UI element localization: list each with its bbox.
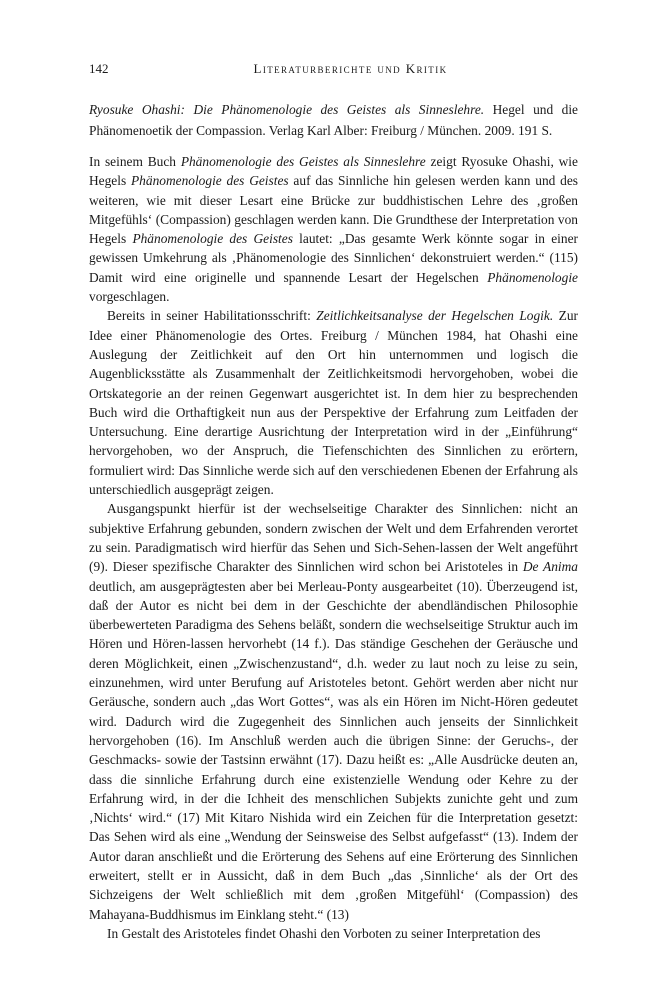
italic-title: Zeitlichkeitsanalyse der Hegelschen Logik.	[316, 308, 554, 324]
paragraph-1	[89, 152, 578, 306]
text-run: In Gestalt des Aristoteles findet Ohashi den Vorboten zu seiner Interpretation des	[107, 925, 541, 941]
text-run: vorgeschlagen.	[89, 289, 170, 305]
page-header	[89, 61, 578, 79]
text-run: zeigt Ryosuke Ohashi, wie Hegels	[89, 154, 578, 189]
text-run: Bereits in seiner Habilitationsschrift:	[107, 308, 317, 324]
text-run: lautet: „Das gesamte Werk könnte sogar in einer gewissen Umkehrung als ‚Phänomenologie des Sinnlichen‘ dekonstruiert werden.“ (115) Damit wird eine originelle und spannende Lesart der Hegelschen	[89, 231, 578, 285]
paragraph-2	[89, 306, 578, 499]
text-run: deutlich, am ausgeprägtesten aber bei Merleau-Ponty ausgearbeitet (10). Überzeugend ist, daß der Autor es nicht bei dem in der Geschichte der abendländischen Philosophie überbewerteten Paradigma des Sehens beläßt, sondern die wechselseitige Struktur auch im Hören und Hören-lassen hervorhebt (14 f.). Das ständige Geschehen der Geräusche und deren Möglichkeit, einen „Zwischenzustand“, d.h. weder zu laut noch zu leise zu sein, einzunehmen, wird unter Berufung auf Aristoteles betont. Gehört werden aber nicht nur Geräusche, sondern auch „das Wort Gottes“, was als ein Hören im Nicht-Hören gedeutet wird. Dadurch wird die Zugegenheit des Sinnlichen auch jenseits der Sinnlichkeit hervorgehoben (16). Im Anschluß werden auch die übrigen Sinne: der Geruchs-, der Geschmacks- sowie der Tastsinn erwähnt (17). Dazu heißt es: „Alle Ausdrücke deuten an, dass die sinnliche Erfahrung durch eine existenzielle Wendung oder Kehre zu der Erfahrung wird, in der die Ichheit des menschlichen Subjekts zunichte geht und zum ‚Nichts‘ wird.“ (17) Mit Kitaro Nishida wird ein Zeichen für die Interpretation gesetzt: Das Sehen wird als eine „Wendung der Seinsweise des Selbst aufgefasst“ (13). Indem der Autor daran anschließt und die Erörterung des Sehens auf eine Erörterung des Sinnlichen erweitert, stellt er in Aussicht, daß in dem Buch „das ‚Sinnliche‘ als der Ort des Sichzeigens der Welt schließlich mit dem ‚großen Mitgefühl‘ (Compassion) des Mahayana-Buddhismus im Einklang steht.“ (13)	[89, 578, 578, 922]
text-run: auf das Sinnliche hin gelesen werden kann und des weiteren, wie mit dieser Lesart eine Brücke zur buddhistischen Lehre des ‚großen Mitgefühls‘ (Compassion) geschlagen werden kann. Die Grundthese der Interpretation von Hegels	[89, 173, 578, 247]
italic-title: De Anima	[522, 559, 578, 575]
text-run: Zur Idee einer Phänomenologie des Ortes. Freiburg / München 1984, hat Ohashi eine Auslegung der Zeitlichkeit auf den Ort hin unternommen und logisch die Augenblicksstätte als Zusammenhalt der Zeitlichkeitsmodi hervorgehoben, wobei die Ortskategorie an der reinen Gegenwart ausgerichtet ist. In dem hier zu besprechenden Buch wird die Orthaftigkeit nun aus der Perspektive der Erfahrung zum Leitfaden der Untersuchung. Eine derartige Ausrichtung der Interpretation wird in der „Einführung“ hervorgehoben, wo der Anspruch, die Tiefenschichten des Sinnlichen zu erörtern, formuliert wird: Das Sinnliche werde sich auf den verschiedenen Ebenen der Erfahrung als unterschiedlich ausgeprägt zeigen.	[89, 308, 578, 498]
review-body	[89, 152, 578, 943]
page-number: 142	[89, 61, 109, 76]
book-citation	[89, 99, 578, 141]
italic-title: Phänomenologie des Geistes	[131, 173, 289, 189]
italic-title: Phänomenologie des Geistes	[132, 231, 293, 247]
paragraph-4	[89, 924, 578, 943]
running-head: Literaturberichte und Kritik	[253, 61, 448, 76]
text-run: In seinem Buch	[89, 154, 181, 169]
italic-title: Phänomenologie des Geistes als Sinneslehre	[180, 154, 426, 169]
citation-author-title: Ryosuke Ohashi: Die Phänomenologie des Geistes als Sinneslehre.	[89, 102, 485, 117]
text-run: Ausgangspunkt hierfür ist der wechselseitige Charakter des Sinnlichen: nicht an subjektive Erfahrung gebunden, sondern zwischen der Welt und dem Erfahrenden verortet zu sein. Paradigmatisch wird hierfür das Sehen und Sich-Sehen-lassen der Welt angeführt (9). Dieser spezifische Charakter des Sinnlichen wird schon bei Aristoteles in	[89, 501, 578, 575]
paragraph-3	[89, 499, 578, 924]
italic-title: Phänomenologie	[487, 269, 578, 285]
citation-subtitle-publisher: Hegel und die Phänomenoetik der Compassion. Verlag Karl Alber: Freiburg / München. 2009. 191 S.	[89, 102, 578, 138]
